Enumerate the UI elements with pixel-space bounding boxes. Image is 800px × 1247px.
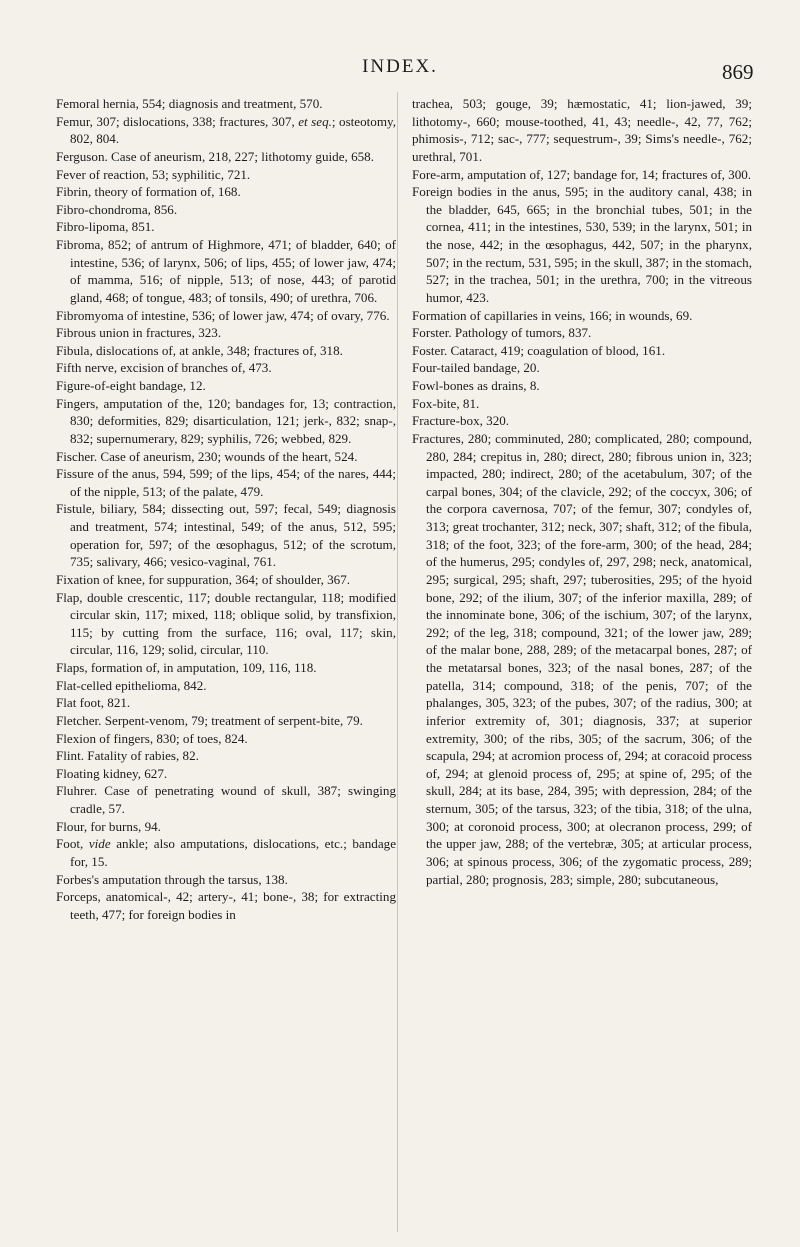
index-entry: Foreign bodies in the anus, 595; in the auditory canal, 438; in the bladder, 645, 665; in the bronchial tubes, 501; in the cornea, 411; in the intestines, 530, 539; in the larynx, 501; in the nose, 442; in the œsophagus, 442, 507; in the pharynx, 507; in the rectum, 531, 595; in the skull, 387; in the stomach, 527; in the trachea, 501; in the urethra, 700; in the vitreous humor, 423.	[412, 184, 752, 305]
index-entry: Fibroma, 852; of antrum of Highmore, 471; of bladder, 640; of intestine, 536; of larynx, 506; of lips, 455; of lower jaw, 474; of mamma, 516; of nipple, 513; of nose, 443; of parotid gland, 468; of tongue, 483; of tonsils, 490; of urethra, 706.	[56, 237, 396, 305]
index-entry: Foster. Cataract, 419; coagulation of blood, 161.	[412, 342, 666, 358]
index-entry: Fissure of the anus, 594, 599; of the lips, 454; of the nares, 444; of the nipple, 513; of the palate, 479.	[56, 466, 396, 499]
index-entry: Floating kidney, 627.	[56, 765, 168, 781]
column-divider	[397, 92, 398, 1232]
index-entry: Flat foot, 821.	[56, 695, 131, 711]
index-entry: Foot, vide ankle; also amputations, dislocations, etc.; bandage for, 15.	[56, 836, 397, 869]
index-entry: Fever of reaction, 53; syphilitic, 721.	[56, 166, 251, 182]
index-entry: Fibrin, theory of formation of, 168.	[56, 184, 241, 200]
index-entry: Fistule, biliary, 584; dissecting out, 597; fecal, 549; diagnosis and treatment, 574; intestinal, 549; of the anus, 512, 595; operation for, 597; of the œsophagus, 512; of the scrotum, 735; salivary, 466; vesico-vaginal, 761.	[56, 501, 396, 570]
index-entry: Flexion of fingers, 830; of toes, 824.	[56, 730, 248, 746]
index-entry: Figure-of-eight bandage, 12.	[56, 378, 206, 393]
right-column	[412, 95, 752, 888]
index-entry: Fibula, dislocations of, at ankle, 348; fractures of, 318.	[56, 342, 343, 358]
index-entry: Fixation of knee, for suppuration, 364; of shoulder, 367.	[56, 571, 351, 587]
index-entry: Flap, double crescentic, 117; double rectangular, 118; modified circular skin, 117; mixed, 118; oblique solid, by transfixion, 115; by cutting from the surface, 116; oval, 117; skin, circular, 116, 129; solid, circular, 110.	[56, 589, 396, 658]
page-number: 869	[722, 60, 754, 84]
index-entry: Formation of capillaries in veins, 166; in wounds, 69.	[412, 307, 693, 323]
index-entry: Fowl-bones as drains, 8.	[412, 378, 540, 393]
index-entry: Flat-celled epithelioma, 842.	[56, 677, 207, 693]
index-entry: Femur, 307; dislocations, 338; fractures, 307, et seq.; osteotomy, 802, 804.	[56, 113, 397, 147]
index-entry: Ferguson. Case of aneurism, 218, 227; lithotomy guide, 658.	[56, 148, 374, 164]
running-title: INDEX.	[362, 56, 438, 77]
index-entry: Flint. Fatality of rabies, 82.	[56, 748, 199, 764]
index-entry: Fibro-lipoma, 851.	[56, 219, 155, 235]
index-entry: Forster. Pathology of tumors, 837.	[412, 325, 592, 341]
index-entry: Fischer. Case of aneurism, 230; wounds of the heart, 524.	[56, 448, 358, 464]
index-entry: Fox-bite, 81.	[412, 395, 480, 411]
index-entry: Fractures, 280; comminuted, 280; complicated, 280; compound, 280, 284; crepitus in, 280; direct, 280; fibrous union in, 323; impacted, 280; indirect, 280; of the acetabulum, 307; of the carpal bones, 304; of the clavicle, 292; of the coccyx, 306; of the corpora cavernosa, 707; of the femur, 307; condyles of, 313; great trochanter, 312; neck, 307; shaft, 312; of the fibula, 318; of the foot, 323; of the fore-arm, 300; of the head, 284; of the humerus, 295; condyles of, 297, 298; neck, anatomical, 295; surgical, 295; shaft, 297; tuberosities, 295; of the hyoid bone, 292; of the ilium, 307; of the inferior maxilla, 289; of the innominate bone, 306; of the ischium, 307; of the larynx, 292; of the leg, 318; compound, 321; of the lower jaw, 289; of the malar bone, 288, 289; of the metacarpal bones, 287; of the metatarsal bones, 323; of the nasal bones, 287; of the patella, 314; compound, 318; of the penis, 707; of the phalanges, 305, 323; of the pubes, 307; of the radius, 300; at inferior extremity of, 301; diagnosis, 337; at superior extremity, 300; of the ribs, 305; of the sacrum, 306; of the scapula, 294; at acromion process of, 294; at coracoid process of, 294; at glenoid process of, 295; at spine of, 295; of the skull, 284; at its base, 284, 395; with depression, 284; of the sternum, 305; of the tarsus, 323; of the tibia, 318; of the ulna, 300; at coronoid process, 300; at olecranon process, 299; of the upper jaw, 288; of the vertebræ, 305; at articular process, 306; at spinous process, 306; of the zygomatic process, 289; partial, 280; prognosis, 283; simple, 280; subcutaneous,	[412, 430, 752, 887]
index-entry: Fluhrer. Case of penetrating wound of skull, 387; swinging cradle, 57.	[56, 783, 396, 816]
left-column	[56, 95, 396, 923]
index-entry: Flour, for burns, 94.	[56, 818, 161, 834]
index-entry: Fibro-chondroma, 856.	[56, 201, 178, 217]
index-entry: Fore-arm, amputation of, 127; bandage for, 14; fractures of, 300.	[412, 166, 752, 182]
index-entry: Fifth nerve, excision of branches of, 473.	[56, 360, 272, 376]
index-entry: Fletcher. Serpent-venom, 79; treatment of serpent-bite, 79.	[56, 712, 363, 728]
index-entry: trachea, 503; gouge, 39; hæmostatic, 41; lion-jawed, 39; lithotomy-, 660; mouse-toothed, 41, 43; needle-, 42, 77, 762; phimosis-, 712; sac-, 777; sequestrum-, 39; Sims's needle-, 762; urethral, 701.	[412, 96, 752, 164]
index-entry: Fracture-box, 320.	[412, 413, 510, 429]
index-entry: Fibrous union in fractures, 323.	[56, 325, 222, 341]
index-entry: Forbes's amputation through the tarsus, 138.	[56, 871, 288, 887]
index-entry: Flaps, formation of, in amputation, 109, 116, 118.	[56, 660, 317, 675]
index-entry: Fingers, amputation of the, 120; bandages for, 13; contraction, 830; deformities, 829; disarticulation, 121; jerk-, 832; snap-, 832; supernumerary, 829; syphilis, 726; webbed, 829.	[56, 395, 396, 446]
index-entry: Femoral hernia, 554; diagnosis and treatment, 570.	[56, 96, 323, 111]
index-entry: Four-tailed bandage, 20.	[412, 360, 540, 376]
index-entry: Forceps, anatomical-, 42; artery-, 41; bone-, 38; for extracting teeth, 477; for foreign bodies in	[56, 889, 396, 922]
index-entry: Fibromyoma of intestine, 536; of lower jaw, 474; of ovary, 776.	[56, 307, 390, 323]
